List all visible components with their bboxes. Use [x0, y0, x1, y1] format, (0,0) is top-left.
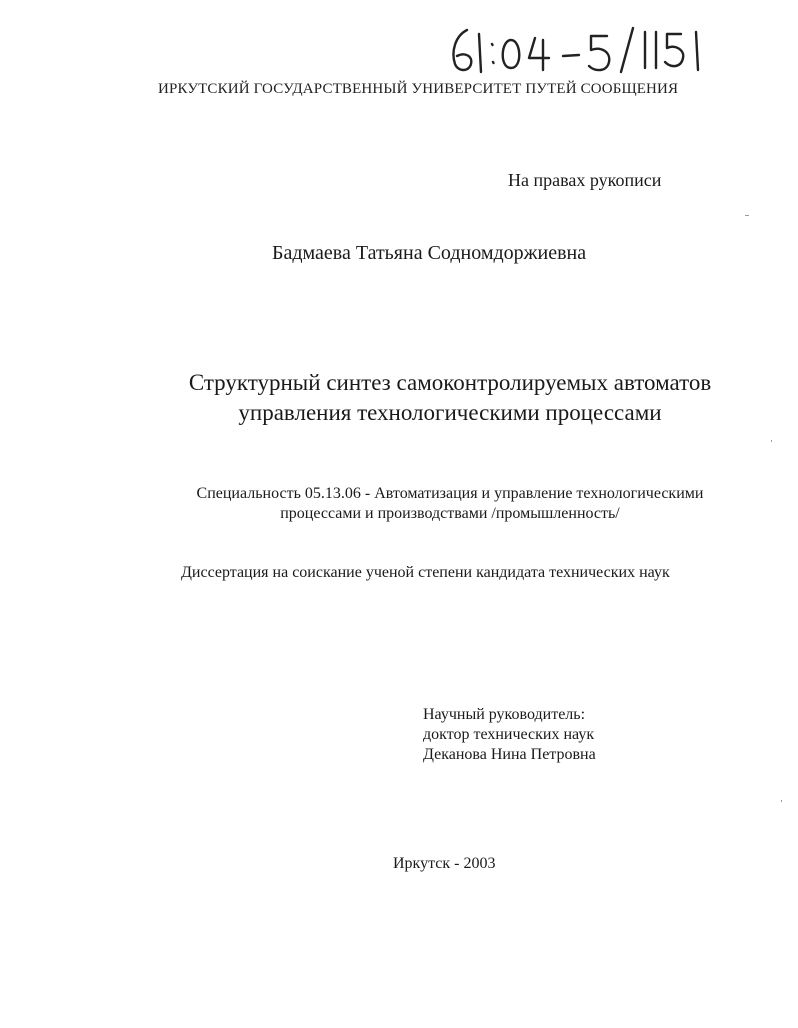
specialty-line-1: Специальность 05.13.06 - Автоматизация и управление технологическими	[196, 485, 704, 502]
scan-speck	[771, 440, 772, 442]
specialty-line-2: процессами и производствами /промышленность/	[280, 505, 620, 522]
supervisor-name: Деканова Нина Петровна	[423, 746, 596, 763]
city-year: Иркутск - 2003	[393, 855, 496, 872]
handwritten-number-svg	[445, 22, 715, 78]
thesis-title-line-2: управления технологическими процессами	[238, 400, 662, 425]
rights-notice: На правах рукописи	[508, 170, 662, 190]
scan-speck	[781, 800, 782, 802]
university-name: ИРКУТСКИЙ ГОСУДАРСТВЕННЫЙ УНИВЕРСИТЕТ ПУТЕЙ СООБЩЕНИЯ	[158, 81, 679, 97]
author-name: Бадмаева Татьяна Содномдоржиевна	[272, 242, 587, 264]
dissertation-statement: Диссертация на соискание ученой степени кандидата технических наук	[181, 564, 670, 581]
thesis-title	[130, 368, 770, 428]
archive-number-handwritten	[445, 22, 715, 78]
supervisor-block	[423, 705, 596, 765]
scan-speck	[745, 215, 749, 216]
specialty	[120, 484, 780, 524]
supervisor-label: Научный руководитель:	[423, 706, 586, 723]
thesis-title-line-1: Структурный синтез самоконтролируемых автоматов	[188, 370, 712, 395]
supervisor-degree: доктор технических наук	[423, 726, 595, 743]
